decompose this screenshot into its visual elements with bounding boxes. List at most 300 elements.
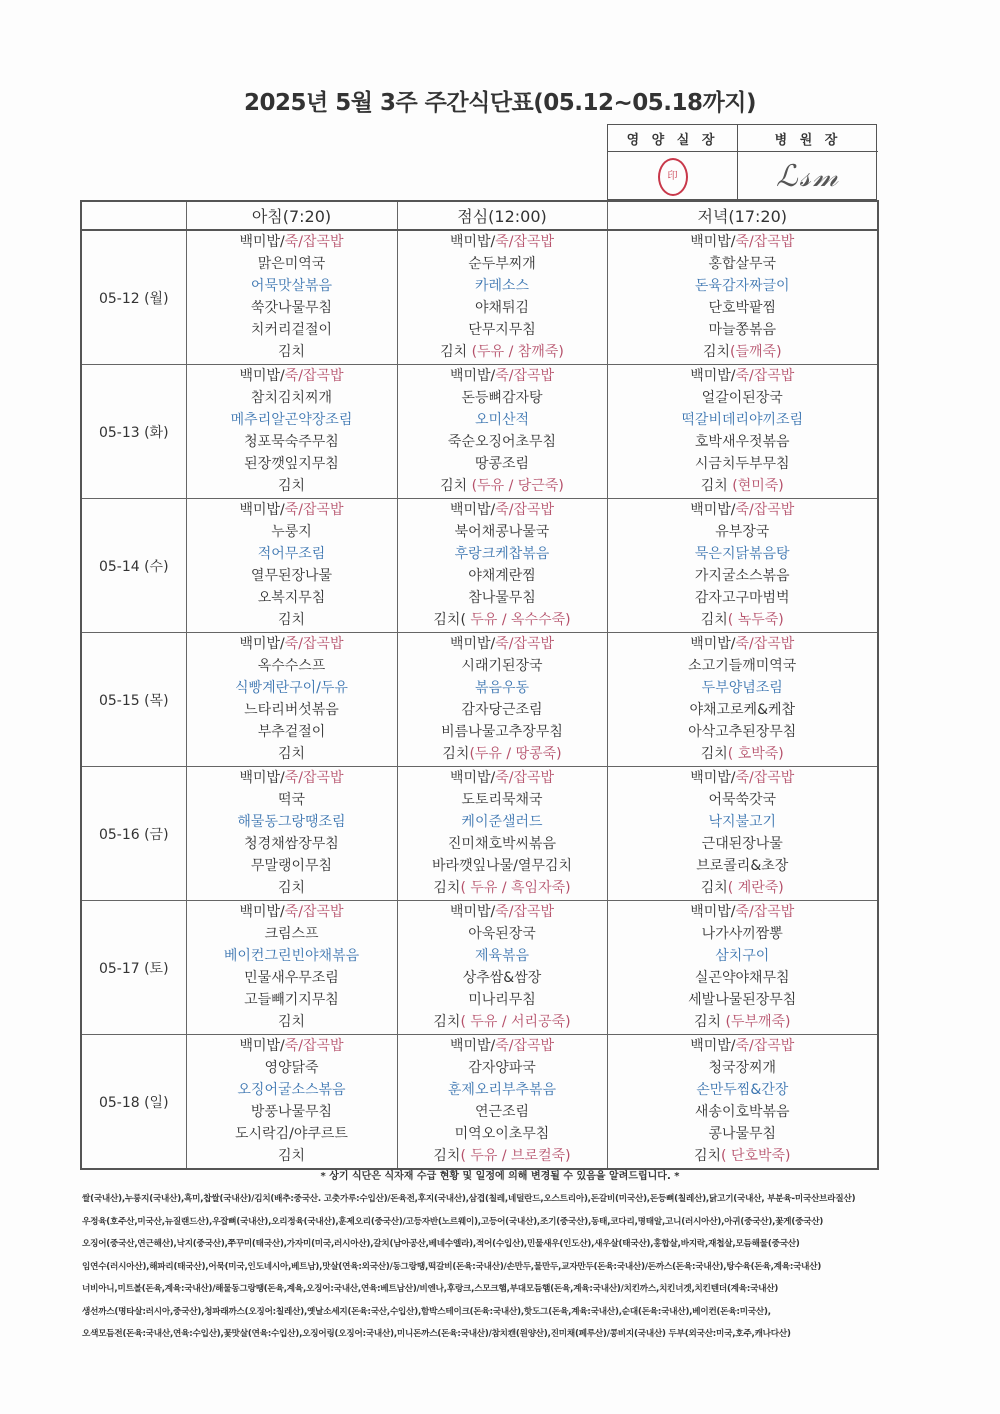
breakfast-cell <box>186 499 397 633</box>
menu-item <box>398 231 607 253</box>
menu-item-extra: ( 두유 / 흑임자죽) <box>460 880 571 897</box>
menu-item <box>398 989 607 1011</box>
day-date: 05-16 (금) <box>81 767 186 901</box>
menu-item <box>398 945 607 967</box>
day-row <box>81 1035 878 1170</box>
menu-item <box>608 923 878 945</box>
menu-item <box>398 521 607 543</box>
menu-item-text: 연근조림 <box>474 1104 530 1121</box>
menu-item-extra: 죽/잡곡밥 <box>284 636 344 652</box>
approval-seal-cell <box>608 152 738 201</box>
menu-item-main-dish: 오징어굴소스볶음 <box>237 1082 346 1099</box>
menu-item <box>608 743 878 765</box>
menu-item <box>187 253 397 275</box>
menu-item <box>187 655 397 677</box>
origin-line: 오색모듬전(돈육:국내산,연육:수입산),꽃맛살(연육:수입산),오징어링(오징어:국내산),미니돈까스(돈육:국내산)/참치캔(원양산),진미채(페루산)/콩비지(국내산) 두부(외국산:미국,호주,캐나다산) <box>82 1329 791 1339</box>
lunch-cell <box>397 499 607 633</box>
menu-item-text: 백미밥/ <box>690 1038 736 1054</box>
menu-item <box>187 721 397 743</box>
menu-item-text: 브로콜리&초장 <box>696 858 789 875</box>
lunch-cell <box>397 767 607 901</box>
menu-item <box>187 1079 397 1101</box>
menu-item-extra: 죽/잡곡밥 <box>284 502 344 518</box>
menu-item <box>398 1035 607 1057</box>
menu-item-text: 김치 <box>700 612 728 629</box>
day-row <box>81 230 878 365</box>
menu-item <box>398 1123 607 1145</box>
menu-item-text: 얼갈이된장국 <box>701 390 783 407</box>
menu-item <box>398 475 607 497</box>
menu-item <box>187 989 397 1011</box>
menu-item-extra: (현미죽) <box>732 478 784 495</box>
menu-item-text: 김치 <box>433 1014 461 1031</box>
menu-item <box>187 767 397 789</box>
menu-item-text: 김치 <box>440 478 472 495</box>
menu-item <box>608 587 878 609</box>
menu-item-extra: 죽/잡곡밥 <box>495 502 555 518</box>
menu-item <box>187 855 397 877</box>
menu-item-text: 백미밥/ <box>449 636 496 652</box>
menu-item <box>398 365 607 387</box>
approval-signature-cell <box>738 152 878 201</box>
menu-item <box>608 655 878 677</box>
menu-item <box>608 297 878 319</box>
breakfast-cell <box>186 365 397 499</box>
menu-item-text: 김치( <box>433 612 466 629</box>
day-row <box>81 365 878 499</box>
menu-item-text: 김치 <box>702 344 731 361</box>
menu-item-text: 감자당근조림 <box>461 702 543 719</box>
menu-item-extra: ( 두유 / 브로컬죽) <box>460 1148 571 1165</box>
menu-item <box>187 967 397 989</box>
menu-item-text: 방풍나물무침 <box>250 1104 333 1121</box>
menu-item <box>398 699 607 721</box>
menu-item <box>187 789 397 811</box>
menu-item <box>608 989 878 1011</box>
menu-item <box>398 677 607 699</box>
menu-item-text: 맑은미역국 <box>257 256 326 273</box>
day-date: 05-18 (일) <box>81 1035 186 1170</box>
menu-item-main-dish: 후랑크케찹볶음 <box>454 546 550 563</box>
menu-item-text: 백미밥/ <box>239 904 285 920</box>
menu-item <box>608 543 878 565</box>
menu-item-text: 치커리겉절이 <box>250 322 333 339</box>
menu-item <box>187 499 397 521</box>
menu-body <box>81 230 878 1169</box>
menu-item <box>608 967 878 989</box>
menu-item-text: 비름나물고추장무침 <box>441 724 563 741</box>
breakfast-cell <box>186 633 397 767</box>
menu-item <box>398 431 607 453</box>
menu-item-text: 돈등뼈감자탕 <box>461 390 543 407</box>
menu-item-extra: 죽/잡곡밥 <box>735 1038 795 1054</box>
menu-item <box>398 499 607 521</box>
menu-item-main-dish: 두부양념조림 <box>701 680 783 697</box>
menu-item-extra: 죽/잡곡밥 <box>735 904 795 920</box>
menu-item <box>608 565 878 587</box>
menu-item <box>187 453 397 475</box>
page-title: 2025년 5월 3주 주간식단표(05.12~05.18까지) <box>243 90 757 116</box>
dinner-cell <box>607 499 878 633</box>
menu-item <box>187 1057 397 1079</box>
menu-item-text: 백미밥/ <box>239 234 285 250</box>
menu-item-text: 가지굴소스볶음 <box>694 568 790 585</box>
day-date: 05-14 (수) <box>81 499 186 633</box>
menu-item <box>398 789 607 811</box>
menu-item-extra: (들깨죽) <box>730 344 782 361</box>
menu-item-extra: (두유 / 땅콩죽) <box>469 746 562 763</box>
lunch-cell <box>397 901 607 1035</box>
menu-item-text: 청국장찌개 <box>708 1060 777 1077</box>
menu-item <box>608 253 878 275</box>
menu-item-text: 아삭고추된장무침 <box>688 724 797 741</box>
menu-item <box>398 721 607 743</box>
origin-line: 오징어(중국산,연근해산),낙지(중국산),쭈꾸미(태국산),가자미(미국,러시아산),갈치(남아공산,베네수엘라),적어(수입산),민물새우(인도산),새우살(태국산),홍합살,바지락,재첩살,모듬해물(중국산) <box>82 1239 800 1249</box>
menu-item <box>608 901 878 923</box>
menu-item <box>398 387 607 409</box>
menu-item-text: 아욱된장국 <box>468 926 536 943</box>
menu-item <box>187 945 397 967</box>
menu-item <box>608 633 878 655</box>
signature: ℒ𝓈𝓂 <box>775 159 841 194</box>
menu-item-main-dish: 돈육감자짜글이 <box>694 278 790 295</box>
origin-line: 임연수(러시아산),해파리(태국산),어묵(미국,인도네시아,베트남),맛살(연육:외국산)/동그랑땡,떡갈비(돈육:국내산)/손만두,물만두,교자만두(돈육:국내산)/돈까스(돈육:국내산),탕수육(돈육,계육:국내산) <box>82 1261 822 1272</box>
menu-item-text: 김치 <box>700 746 728 763</box>
day-date: 05-12 (월) <box>81 230 186 365</box>
menu-item <box>608 453 878 475</box>
menu-item <box>608 1079 878 1101</box>
menu-item-text: 단무지무침 <box>468 322 536 339</box>
dinner-cell <box>607 633 878 767</box>
menu-item-text: 김치 <box>277 612 306 629</box>
breakfast-cell <box>186 1035 397 1170</box>
menu-item <box>187 901 397 923</box>
menu-item <box>398 767 607 789</box>
menu-item <box>608 431 878 453</box>
menu-item-text: 백미밥/ <box>239 502 285 518</box>
menu-item <box>608 387 878 409</box>
menu-item-text: 도시락김/야쿠르트 <box>235 1126 348 1143</box>
menu-item-text: 시금치두부무침 <box>694 456 790 473</box>
menu-item-extra: 죽/잡곡밥 <box>495 234 555 250</box>
menu-item <box>608 1035 878 1057</box>
menu-item-text: 북어채콩나물국 <box>454 524 550 541</box>
weekly-menu-table <box>80 200 879 1170</box>
menu-item <box>187 297 397 319</box>
menu-item-text: 바라깻잎나물/열무김치 <box>432 858 572 875</box>
menu-item <box>608 721 878 743</box>
menu-item-extra: (두유 / 당근죽) <box>471 478 564 495</box>
dinner-cell <box>607 365 878 499</box>
menu-item <box>398 565 607 587</box>
menu-item-main-dish: 제육볶음 <box>474 948 530 965</box>
menu-item-text: 떡국 <box>277 792 306 809</box>
menu-item-text: 백미밥/ <box>690 770 736 786</box>
menu-item <box>608 409 878 431</box>
menu-item-extra: 죽/잡곡밥 <box>495 770 555 786</box>
menu-item-extra: 죽/잡곡밥 <box>495 904 555 920</box>
menu-item-main-dish: 식빵계란구이/두유 <box>235 680 348 697</box>
menu-item <box>187 275 397 297</box>
menu-item <box>187 699 397 721</box>
menu-item <box>608 521 878 543</box>
menu-item-text: 참치김치찌개 <box>250 390 333 407</box>
menu-item <box>398 453 607 475</box>
menu-item-text: 어묵쑥갓국 <box>708 792 777 809</box>
menu-item <box>187 365 397 387</box>
menu-item <box>608 609 878 631</box>
menu-item <box>398 1101 607 1123</box>
origin-info <box>82 1188 882 1346</box>
menu-item-text: 김치 <box>442 746 470 763</box>
dinner-cell <box>607 901 878 1035</box>
menu-item-extra: 죽/잡곡밥 <box>495 636 555 652</box>
menu-item-text: 실곤약야채무침 <box>694 970 790 987</box>
menu-item <box>608 499 878 521</box>
menu-item-extra: 두유 / 옥수수죽) <box>465 612 571 629</box>
menu-item-text: 김치 <box>277 478 306 495</box>
menu-item-main-dish: 케이준샐러드 <box>461 814 543 831</box>
menu-item-text: 호박새우젓볶음 <box>694 434 790 451</box>
menu-item-text: 세발나물된장무침 <box>688 992 797 1009</box>
menu-item-main-dish: 오미산적 <box>474 412 530 429</box>
day-row <box>81 767 878 901</box>
menu-item-text: 김치 <box>277 344 306 361</box>
day-row <box>81 901 878 1035</box>
menu-item <box>398 1145 607 1167</box>
menu-item <box>608 677 878 699</box>
menu-item-text: 고들빼기지무침 <box>244 992 339 1009</box>
menu-item-main-dish: 베이컨그린빈야채볶음 <box>223 948 360 965</box>
menu-item <box>187 341 397 363</box>
menu-item-extra: 죽/잡곡밥 <box>284 234 344 250</box>
menu-item-text: 감자고구마범벅 <box>694 590 790 607</box>
approval-label-nutrition: 영 양 실 장 <box>608 125 738 152</box>
menu-item-text: 유부장국 <box>715 524 770 541</box>
menu-item <box>187 431 397 453</box>
menu-item <box>187 1145 397 1167</box>
menu-item-text: 야채튀김 <box>474 300 530 317</box>
menu-item-text: 참나물무침 <box>468 590 536 607</box>
menu-item-main-dish: 메추리알곤약장조림 <box>230 412 353 429</box>
column-header-breakfast: 아침(7:20) <box>186 201 397 230</box>
menu-item <box>398 811 607 833</box>
menu-item <box>608 877 878 899</box>
menu-item-text: 김치 <box>700 478 733 495</box>
menu-item <box>608 1123 878 1145</box>
menu-item-text: 감자양파국 <box>468 1060 536 1077</box>
menu-item-text: 김치 <box>277 1014 306 1031</box>
menu-item-text: 열무된장나물 <box>250 568 333 585</box>
menu-item-text: 백미밥/ <box>449 904 496 920</box>
menu-item-main-dish: 카레소스 <box>474 278 530 295</box>
menu-item-extra: 죽/잡곡밥 <box>284 770 344 786</box>
menu-item-extra: 죽/잡곡밥 <box>284 904 344 920</box>
breakfast-cell <box>186 230 397 365</box>
menu-item-text: 미나리무침 <box>468 992 536 1009</box>
menu-item-main-dish: 낙지불고기 <box>708 814 777 831</box>
menu-item-text: 민물새우무조림 <box>244 970 339 987</box>
menu-item <box>608 365 878 387</box>
origin-line: 쌀(국내산),누룽지(국내산),흑미,찹쌀(국내산)/김치(배추:중국산. 고춧가루:수입산)/돈육전,후지(국내산),삼겹(칠레,네덜란드,오스트리아),돈갈비(미국산),돈등뼈(칠레산),닭고기(국내산, 부분육-미국산브라질산) <box>82 1194 856 1204</box>
menu-item-extra: 죽/잡곡밥 <box>735 234 795 250</box>
dinner-cell <box>607 767 878 901</box>
menu-item <box>187 565 397 587</box>
menu-item-text: 마늘쫑볶음 <box>708 322 777 339</box>
menu-item <box>398 743 607 765</box>
menu-item-extra: ( 계란죽) <box>727 880 784 897</box>
menu-item <box>187 923 397 945</box>
menu-item-text: 김치 <box>700 880 728 897</box>
menu-item-extra: 죽/잡곡밥 <box>735 636 795 652</box>
menu-item <box>398 609 607 631</box>
menu-item-text: 백미밥/ <box>239 770 285 786</box>
menu-item <box>398 967 607 989</box>
origin-line: 너비아니,미트볼(돈육,계육:국내산)/해물동그랑땡(돈육,계육,오징어:국내산,연육:베트남산)/비엔나,후랑크,스모크햄,부대모듬햄(돈육,계육:국내산)/치킨까스,치킨너겟,치킨텐더(계육:국내산) <box>82 1284 779 1294</box>
menu-item-text: 김치 <box>277 880 306 897</box>
menu-item-text: 순두부찌개 <box>468 256 536 273</box>
menu-item-main-dish: 손만두찜&간장 <box>696 1082 789 1099</box>
menu-item <box>398 855 607 877</box>
day-date: 05-15 (목) <box>81 633 186 767</box>
menu-item-text: 김치 <box>693 1148 722 1165</box>
menu-item-text: 상추쌈&쌈장 <box>462 970 542 987</box>
menu-item-text: 콩나물무침 <box>708 1126 777 1143</box>
menu-item <box>608 811 878 833</box>
menu-item-extra: ( 호박죽) <box>727 746 784 763</box>
lunch-cell <box>397 633 607 767</box>
menu-item-extra: 죽/잡곡밥 <box>735 368 795 384</box>
menu-item <box>187 231 397 253</box>
menu-item <box>398 297 607 319</box>
menu-item <box>187 633 397 655</box>
menu-item <box>187 1011 397 1033</box>
breakfast-cell <box>186 901 397 1035</box>
menu-item <box>608 475 878 497</box>
menu-item-text: 김치 <box>693 1014 726 1031</box>
menu-item <box>608 699 878 721</box>
menu-item <box>187 387 397 409</box>
menu-item <box>187 609 397 631</box>
menu-item <box>187 1123 397 1145</box>
menu-item-text: 된장깻잎지무침 <box>244 456 339 473</box>
menu-item-main-dish: 훈제오리부추볶음 <box>447 1082 557 1099</box>
change-notice: * 상기 식단은 식자재 수급 현황 및 일정에 의해 변경될 수 있음을 알려드립니다. * <box>320 1171 680 1182</box>
menu-item-text: 부추겉절이 <box>257 724 326 741</box>
column-header-date <box>81 201 186 230</box>
menu-item <box>608 1057 878 1079</box>
menu-item <box>398 587 607 609</box>
menu-item-text: 시래기된장국 <box>461 658 543 675</box>
menu-item-extra: 죽/잡곡밥 <box>495 368 555 384</box>
menu-item-extra: 죽/잡곡밥 <box>495 1038 555 1054</box>
menu-item-text: 김치 <box>433 880 461 897</box>
menu-item <box>187 811 397 833</box>
menu-item-main-dish: 어묵맛살볶음 <box>250 278 333 295</box>
menu-item-text: 백미밥/ <box>690 636 736 652</box>
menu-item-main-dish: 떡갈비데리야끼조림 <box>681 412 804 429</box>
menu-item <box>398 319 607 341</box>
menu-item-text: 도토리묵채국 <box>461 792 543 809</box>
menu-item-text: 백미밥/ <box>239 368 285 384</box>
menu-item-text: 김치 <box>433 1148 461 1165</box>
menu-item <box>608 341 878 363</box>
menu-item <box>187 475 397 497</box>
menu-item-text: 백미밥/ <box>690 234 736 250</box>
menu-item <box>398 1057 607 1079</box>
menu-item <box>187 677 397 699</box>
menu-item <box>398 1011 607 1033</box>
menu-item <box>398 655 607 677</box>
menu-item <box>187 1101 397 1123</box>
menu-item-text: 백미밥/ <box>690 904 736 920</box>
seal-stamp-icon: 印 <box>658 158 688 196</box>
menu-item <box>608 319 878 341</box>
menu-item <box>187 877 397 899</box>
menu-item-text: 백미밥/ <box>449 368 496 384</box>
menu-item <box>187 543 397 565</box>
menu-item <box>187 319 397 341</box>
menu-item-main-dish: 묵은지닭볶음탕 <box>694 546 790 563</box>
breakfast-cell <box>186 767 397 901</box>
menu-item-text: 무말랭이무침 <box>250 858 333 875</box>
menu-item <box>187 409 397 431</box>
menu-item-text: 오복지무침 <box>257 590 326 607</box>
menu-item-text: 단호박팥찜 <box>708 300 777 317</box>
menu-item <box>608 833 878 855</box>
menu-item-main-dish: 볶음우동 <box>474 680 530 697</box>
menu-item-text: 김치 <box>277 1148 306 1165</box>
menu-item <box>608 767 878 789</box>
day-row <box>81 499 878 633</box>
menu-item <box>608 275 878 297</box>
menu-item <box>187 833 397 855</box>
menu-item-text: 야채고로케&케찹 <box>689 702 796 719</box>
menu-item-text: 김치 <box>277 746 306 763</box>
menu-item <box>398 901 607 923</box>
menu-item <box>608 789 878 811</box>
menu-item-text: 백미밥/ <box>690 502 736 518</box>
menu-item-text: 옥수수스프 <box>257 658 326 675</box>
origin-line: 우정육(호주산,미국산,뉴질랜드산),우잡뼈(국내산),오리정육(국내산),훈제오리(중국산)/고등자반(노르웨이),고등어(국내산),조기(중국산),동태,코다리,명태알,고니(러시아산),아귀(중국산),꽃게(중국산) <box>82 1216 824 1227</box>
menu-item-text: 죽순오징어초무침 <box>447 434 557 451</box>
menu-item-extra: ( 두유 / 서리공죽) <box>460 1014 571 1031</box>
menu-item-text: 청경채쌈장무침 <box>244 836 339 853</box>
menu-item-text: 진미채호박씨볶음 <box>447 836 557 853</box>
menu-item-main-dish: 해물동그랑땡조림 <box>237 814 346 831</box>
column-header-lunch: 점심(12:00) <box>397 201 607 230</box>
menu-item <box>608 231 878 253</box>
dinner-cell <box>607 230 878 365</box>
menu-item <box>398 341 607 363</box>
menu-item-text: 미역오이초무침 <box>454 1126 550 1143</box>
menu-item-extra: (두유 / 참깨죽) <box>471 344 564 361</box>
menu-item <box>398 923 607 945</box>
menu-item-text: 백미밥/ <box>449 234 496 250</box>
menu-item-extra: 죽/잡곡밥 <box>284 368 344 384</box>
menu-item-text: 청포묵숙주무침 <box>244 434 339 451</box>
menu-item-text: 나가사끼짬뽕 <box>701 926 783 943</box>
menu-item-extra: 죽/잡곡밥 <box>735 502 795 518</box>
lunch-cell <box>397 365 607 499</box>
menu-item <box>398 275 607 297</box>
lunch-cell <box>397 230 607 365</box>
menu-item <box>608 945 878 967</box>
menu-item <box>398 543 607 565</box>
lunch-cell <box>397 1035 607 1170</box>
menu-item-main-dish: 적어무조림 <box>257 546 326 563</box>
menu-item-text: 백미밥/ <box>449 1038 496 1054</box>
